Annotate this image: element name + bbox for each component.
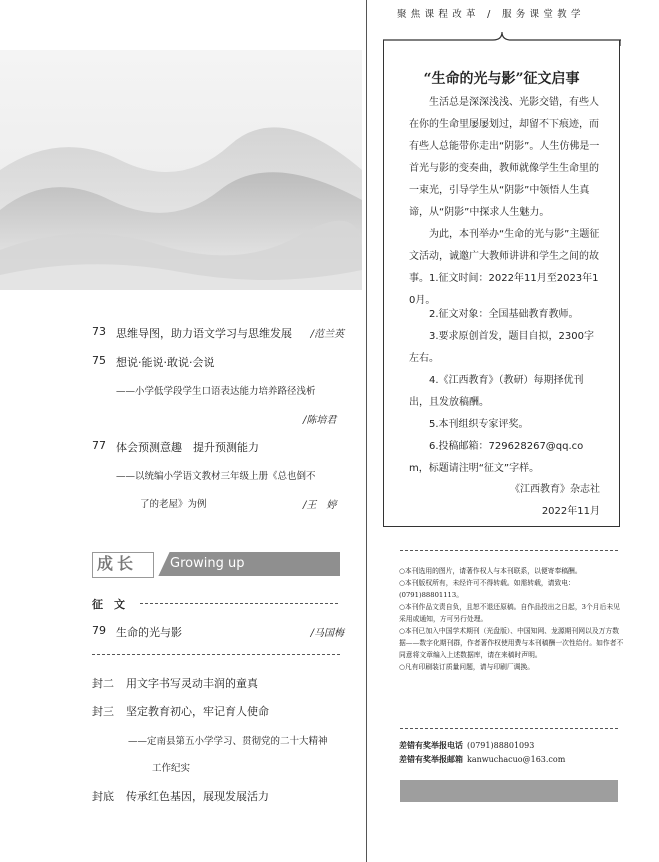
notice-item: 3.要求原创首发，题目自拟，2300字左右。 xyxy=(409,331,594,364)
toc-author: /王 婷 xyxy=(303,500,337,511)
dashed-separator xyxy=(140,603,338,604)
toc-title: 思维导图，助力语文学习与思维发展 xyxy=(116,327,292,340)
note-item: ○本刊已加入中国学术期刊（光盘版）、中国知网、龙源期刊网以及万方数据——数字化期刊群，作者著作权使用费与本刊稿酬一次性给付。如作者不同意将文章编入上述数据库，请在来稿时声明。 xyxy=(399,627,624,659)
note-item: ○凡有印刷装订质量问题，请与印刷厂调换。 xyxy=(399,663,535,671)
note-item: ○本刊版权所有，未经许可不得转载。如需转载，请致电：(0791)88801113。 xyxy=(399,579,575,599)
note-item: ○本刊选用的图片，请著作权人与本刊联系，以便寄奉稿酬。 xyxy=(399,567,582,575)
toc-subtitle-cont: 了的老屋》为例 xyxy=(140,499,207,510)
toc-author: /陈培君 xyxy=(303,415,337,426)
toc-entry-73[interactable] xyxy=(92,325,344,339)
cover-title: 坚定教育初心，牢记育人使命 xyxy=(126,705,269,718)
cover-title: 用文字书写灵动丰润的童真 xyxy=(126,677,258,690)
cover-subtitle: ——定南县第五小学学习、贯彻党的二十大精神 xyxy=(128,736,328,747)
hero-landscape-image xyxy=(0,50,362,290)
contact-phone-label: 差错有奖举报电话 xyxy=(399,741,463,750)
cover-title: 传承红色基因，展现发展活力 xyxy=(126,790,269,803)
toc-title: 生命的光与影 xyxy=(116,626,182,639)
notice-item: 6.投稿邮箱：729628267@qq.com，标题请注明“征文”字样。 xyxy=(409,441,584,474)
cover-label: 封底 xyxy=(92,790,114,803)
dashed-separator xyxy=(92,654,340,655)
contact-email xyxy=(399,754,565,765)
contact-email-label: 差错有奖举报邮箱 xyxy=(399,755,463,764)
toc-page-number: 79 xyxy=(92,624,106,637)
notice-title: “生命的光与影”征文启事 xyxy=(423,71,580,87)
toc-entry-79[interactable] xyxy=(92,624,344,638)
contact-phone xyxy=(399,740,534,751)
note-item: ○本刊作品文责自负，且恕不退还原稿。自作品投出之日起，3个月后未见采用或通知，方可另行处理。 xyxy=(399,603,620,623)
notice-signature: 《江西教育》杂志社 xyxy=(510,484,600,495)
notice-item: 2.征文对象：全国基础教育教师。 xyxy=(429,309,579,320)
cover-subtitle-cont: 工作纪实 xyxy=(152,763,191,774)
cover-entry-2[interactable] xyxy=(92,675,258,691)
notice-item: 1.征文时间：2022年11月至2023年10月。 xyxy=(409,273,599,306)
toc-entry-77[interactable] xyxy=(92,439,344,453)
toc-subtitle: ——小学低学段学生口语表达能力培养路径浅析 xyxy=(116,386,316,397)
footer-gray-bar xyxy=(400,780,618,802)
toc-title: 想说·能说·敢说·会说 xyxy=(116,356,215,369)
section-header-growing-up xyxy=(92,552,340,576)
notice-item: 4.《江西教育》（教研）每期择优刊出，且发放稿酬。 xyxy=(409,375,584,408)
editorial-notes xyxy=(399,565,625,673)
zhengwen-label: 征 文 xyxy=(92,598,125,611)
toc-page-number: 73 xyxy=(92,325,106,338)
toc-subtitle: ——以统编小学语文教材三年级上册《总也倒不 xyxy=(116,471,316,482)
page-header-slogan: 聚焦课程改革 / 服务课堂教学 xyxy=(397,9,585,20)
contact-phone-value: (0791)88801093 xyxy=(467,741,535,750)
notice-paragraph: 为此，本刊举办“生命的光与影”主题征文活动，诚邀广大教师讲讲和学生之间的故事。 xyxy=(409,229,600,284)
notice-item: 5.本刊组织专家评奖。 xyxy=(429,419,529,430)
notice-date: 2022年11月 xyxy=(541,506,600,517)
section-title-en: Growing up xyxy=(154,552,340,576)
section-title-cn: 成长 xyxy=(92,552,154,578)
toc-page-number: 75 xyxy=(92,354,106,367)
toc-author: /范兰英 xyxy=(310,329,344,340)
contact-email-value[interactable]: kanwuchacuo@163.com xyxy=(467,755,566,764)
toc-author: /马国梅 xyxy=(310,628,344,639)
notice-paragraph: 生活总是深深浅浅、光影交错，有些人在你的生命里屡屡划过，却留不下痕迹，而有些人总能带你走出“阴影”。人生仿佛是一首光与影的变奏曲，教师就像学生生命里的一束光，引导学生从“阴影”中领悟人生真谛，从“阴影”中探求人生魅力。 xyxy=(409,97,600,218)
cover-entry-back[interactable] xyxy=(92,788,269,804)
cover-label: 封二 xyxy=(92,677,114,690)
dashed-separator xyxy=(400,728,618,729)
cover-entry-3[interactable] xyxy=(92,703,269,719)
toc-entry-75[interactable] xyxy=(92,354,344,368)
column-divider xyxy=(366,0,367,862)
dashed-separator xyxy=(400,550,618,551)
toc-title: 体会预测意趣 提升预测能力 xyxy=(116,441,259,454)
cover-label: 封三 xyxy=(92,705,114,718)
toc-page-number: 77 xyxy=(92,439,106,452)
